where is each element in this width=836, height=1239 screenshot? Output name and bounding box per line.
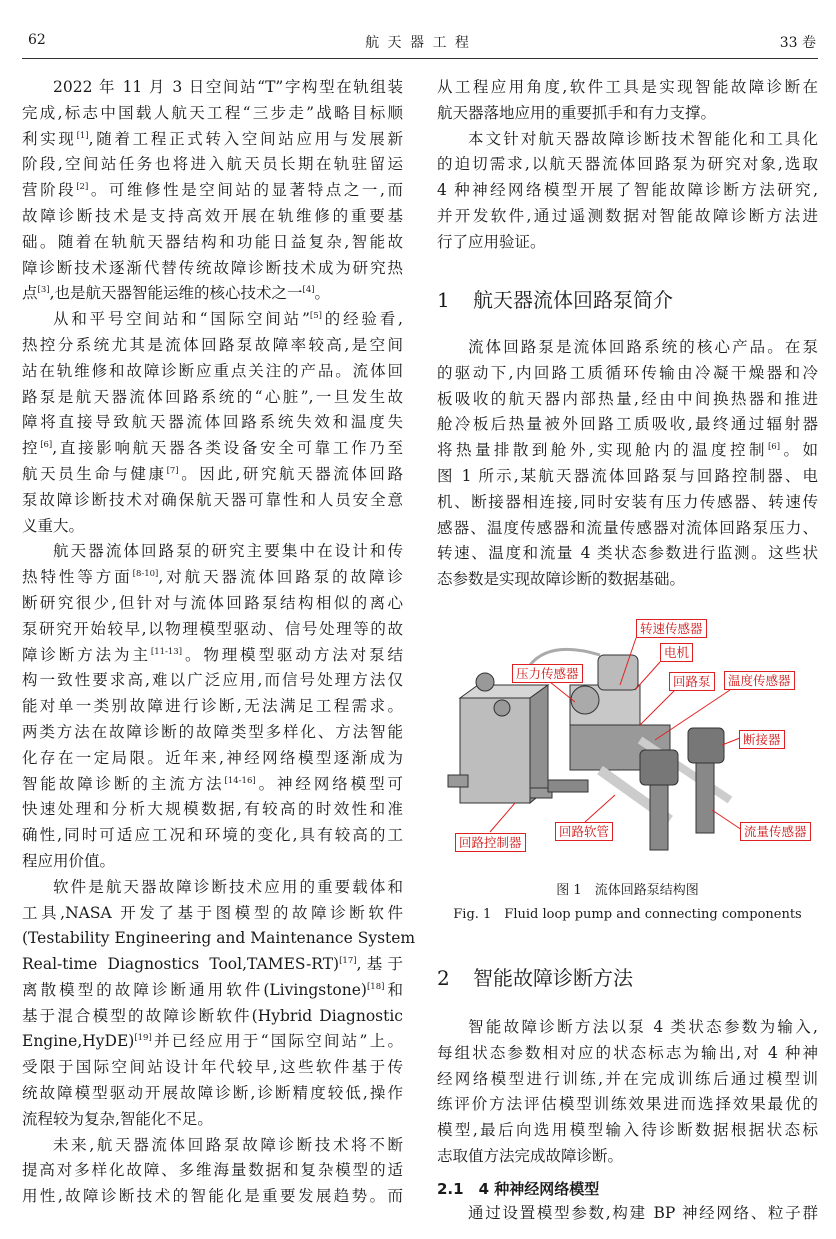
text-segment: 板吸收的航天器内部热量,经由中间换热器和推进 <box>437 389 818 408</box>
section-number: 2 <box>437 966 450 990</box>
label-hose: 回路软管 <box>555 822 613 841</box>
text-segment: 快速处理和分析大规模数据,有较高的时效性和准 <box>22 800 403 819</box>
citation-ref: [8-10] <box>132 569 159 580</box>
text-segment: 完成,标志中国载人航天工程“三步走”战略目标顺 <box>22 103 403 122</box>
text-segment: 每组状态参数相对应的状态标志为输出,对 4 种神 <box>437 1043 818 1062</box>
text-segment: ,直接影响航天器各类设备安全可靠工作乃至 <box>52 439 403 458</box>
text-segment: 。物理模型驱动方法对泵结 <box>182 645 403 664</box>
text-line <box>22 488 403 514</box>
text-segment: 能对单一类别故障进行诊断,无法满足工程需求。 <box>22 697 403 716</box>
text-line <box>22 1055 403 1081</box>
text-line <box>22 901 403 927</box>
text-segment: 断研究很少,但针对与流体回路泵结构相似的离心 <box>22 593 403 612</box>
text-line <box>437 438 818 464</box>
text-segment: 的驱动下,内回路工质循环传输由冷凝干燥器和冷 <box>437 363 818 382</box>
volume: 33 卷 <box>779 35 816 51</box>
citation-ref: [4] <box>302 285 315 296</box>
text-line <box>437 1015 818 1041</box>
text-line <box>22 539 403 565</box>
text-line <box>22 591 403 617</box>
text-line <box>22 1029 403 1055</box>
text-segment: 用性,故障诊断技术的智能化是重要发展趋势。而 <box>22 1187 403 1206</box>
citation-ref: [2] <box>76 182 89 193</box>
text-segment: 泵研究开始较早,以物理模型驱动、信号处理等的故 <box>22 619 403 638</box>
text-line <box>437 567 818 593</box>
text-line <box>437 101 818 127</box>
citation-ref: [7] <box>166 465 179 476</box>
section-title: 智能故障诊断方法 <box>473 966 633 990</box>
text-segment: 障将直接导致航天器流体回路系统失效和温度失 <box>22 413 403 432</box>
text-line <box>22 333 403 359</box>
text-line <box>437 204 818 230</box>
text-segment: 将热量排散到舱外,实现舱内的温度控制 <box>437 441 768 460</box>
text-line <box>437 412 818 438</box>
text-segment: 行了应用验证。 <box>437 232 546 251</box>
text-segment: 航天器落地应用的重要抓手和有力支撑。 <box>437 103 717 122</box>
citation-ref: [11-13] <box>150 646 183 657</box>
text-line <box>22 127 403 153</box>
text-line <box>437 1067 818 1093</box>
text-segment: 离散模型的故障诊断通用软件(Livingstone) <box>22 980 367 999</box>
text-segment: 练评价方法评估模型训练效果进而选择效果最优的 <box>437 1095 818 1114</box>
text-line <box>437 75 818 101</box>
figure-caption-en: Fig. 1 Fluid loop pump and connecting components <box>453 907 802 922</box>
text-line <box>22 978 403 1004</box>
text-line <box>22 230 403 256</box>
citation-ref: [18] <box>366 981 385 992</box>
figure-caption-cn: 图 1 流体回路泵结构图 <box>556 883 699 898</box>
text-segment: 泵故障诊断技术对确保航天器可靠性和人员安全意 <box>22 490 403 509</box>
text-line <box>437 335 818 361</box>
text-segment: 流体回路泵是流体回路系统的核心产品。在泵 <box>468 338 818 356</box>
text-line <box>22 410 403 436</box>
citation-ref: [3] <box>37 285 50 296</box>
text-line <box>22 694 403 720</box>
text-line <box>437 152 818 178</box>
text-segment: 提高对多样化故障、多维海量数据和复杂模型的适 <box>22 1161 403 1180</box>
text-line <box>22 281 403 307</box>
text-segment: Engine,HyDE) <box>22 1032 135 1051</box>
text-line <box>22 849 403 875</box>
text-line <box>22 1081 403 1107</box>
text-line <box>22 875 403 901</box>
subsection-2-1-heading: 2.1 4 种神经网络模型 <box>437 1180 600 1198</box>
label-flow-sensor: 流量传感器 <box>740 822 811 841</box>
text-segment: 化存在一定局限。近年来,神经网络模型逐渐成为 <box>22 748 403 767</box>
label-speed-sensor: 转速传感器 <box>636 619 707 638</box>
journal-title: 航 天 器 工 程 <box>365 35 471 51</box>
text-segment: 路泵是航天器流体回路系统的“心脏”,一旦发生故 <box>22 387 403 406</box>
text-segment: 的迫切需求,以航天器流体回路泵为研究对象,选取 <box>437 155 818 174</box>
text-segment: 图 1 所示,某航天器流体回路泵与回路控制器、电 <box>437 466 818 485</box>
text-segment: 热特性等方面 <box>22 568 133 587</box>
text-line <box>22 797 403 823</box>
text-segment: 航天员生命与健康 <box>22 464 167 483</box>
text-segment: ,对航天器流体回路泵的故障诊 <box>158 568 403 587</box>
label-connector: 断接器 <box>739 730 785 749</box>
text-segment: 受限于国际空间站设计年代较早,这些软件基于传 <box>22 1058 403 1077</box>
text-line <box>22 359 403 385</box>
text-line <box>437 178 818 204</box>
text-segment: 软件是航天器故障诊断技术应用的重要载体和 <box>53 877 403 896</box>
text-segment: 。如 <box>780 441 818 460</box>
text-line <box>22 1004 403 1030</box>
text-segment: 转速、温度和流量 4 类状态参数进行监测。这些状 <box>437 544 818 563</box>
text-segment: 热控分系统尤其是流体回路泵故障率较高,是空间 <box>22 335 403 354</box>
text-line <box>437 541 818 567</box>
text-segment: 统故障模型驱动开展故障诊断,诊断精度较低,操作 <box>22 1084 403 1103</box>
section-number: 1 <box>437 288 450 312</box>
label-controller: 回路控制器 <box>455 833 526 852</box>
text-segment: 障诊断技术逐渐代替传统故障诊断技术成为研究热 <box>22 258 403 277</box>
text-segment: 从工程应用角度,软件工具是实现智能故障诊断在 <box>437 78 818 96</box>
text-segment: (Testability Engineering and Maintenance System <box>22 929 416 948</box>
text-line <box>22 178 403 204</box>
citation-ref: [17] <box>339 956 357 967</box>
text-segment: 控 <box>22 439 41 458</box>
text-segment: 模型,最后向选用模型输入待诊断数据根据状态标 <box>437 1121 818 1140</box>
text-segment: 态参数是实现故障诊断的数据基础。 <box>437 570 686 589</box>
text-segment: 站在轨维修和故障诊断应重点关注的产品。流体回 <box>22 361 403 380</box>
text-line <box>22 668 403 694</box>
text-line <box>22 772 403 798</box>
section-title: 航天器流体回路泵简介 <box>473 288 673 312</box>
text-segment: 并开发软件,通过遥测数据对智能故障诊断方法进 <box>437 206 818 225</box>
text-segment: 故障诊断技术是支持高效开展在轨维修的重要基 <box>22 206 403 225</box>
citation-ref: [1] <box>76 130 89 141</box>
text-line <box>437 1041 818 1067</box>
text-segment: Real-time Diagnostics Tool,TAMES-RT) <box>22 955 340 974</box>
text-line <box>437 361 818 387</box>
citation-ref: [14-16] <box>224 775 256 786</box>
text-segment: 航天器流体回路泵的研究主要集中在设计和传 <box>53 542 403 561</box>
text-line <box>22 385 403 411</box>
text-segment: 并已经应用于“国际空间站”上。 <box>151 1032 403 1051</box>
text-line <box>22 643 403 669</box>
text-line <box>22 746 403 772</box>
label-motor: 电机 <box>660 643 693 662</box>
text-segment: 通过设置模型参数,构建 BP 神经网络、粒子群 <box>468 1204 818 1222</box>
text-segment: 感器、温度传感器和流量传感器对流体回路泵压力、 <box>437 518 818 537</box>
text-line <box>22 565 403 591</box>
text-segment: 流程较为复杂,智能化不足。 <box>22 1109 213 1128</box>
text-line <box>22 720 403 746</box>
text-segment: 利实现 <box>22 129 77 148</box>
text-line <box>22 75 403 101</box>
text-line <box>22 436 403 462</box>
text-line <box>437 1144 818 1170</box>
text-line <box>437 1201 818 1227</box>
text-line <box>22 204 403 230</box>
text-line <box>437 1118 818 1144</box>
text-segment: 构一致性要求高,难以广泛应用,而信号处理方法仅 <box>22 671 403 690</box>
header-rule <box>22 58 818 59</box>
text-line <box>22 256 403 282</box>
text-segment: 智能故障诊断的主流方法 <box>22 774 225 793</box>
text-segment: 智能故障诊断方法以泵 4 类状态参数为输入, <box>468 1018 818 1036</box>
text-line <box>22 152 403 178</box>
text-segment: 基于混合模型的故障诊断软件(Hybrid Diagnostic <box>22 1006 403 1025</box>
citation-ref: [6] <box>40 440 53 451</box>
text-segment: 志取值方法完成故障诊断。 <box>437 1146 624 1165</box>
text-segment: ,随着工程正式转入空间站应用与发展新 <box>88 129 403 148</box>
citation-ref: [6] <box>767 442 781 453</box>
text-line <box>22 307 403 333</box>
text-segment: 。神经网络模型可 <box>255 774 403 793</box>
text-segment: 未来,航天器流体回路泵故障诊断技术将不断 <box>53 1135 403 1154</box>
text-line <box>22 1107 403 1133</box>
right-intro <box>437 75 818 256</box>
text-segment: 4 种神经网络模型开展了智能故障诊断方法研究, <box>437 181 818 200</box>
text-segment: 两类方法在故障诊断的故障类型多样化、方法智能 <box>22 722 403 741</box>
text-line <box>22 617 403 643</box>
text-segment: 。因此,研究航天器流体回路 <box>178 464 403 483</box>
text-segment: 营阶段 <box>22 181 77 200</box>
controller-box <box>448 673 552 803</box>
text-segment: 和 <box>384 980 403 999</box>
text-line <box>22 1158 403 1184</box>
text-line <box>437 387 818 413</box>
text-segment: 经网络模型进行训练,并在完成训练后通过模型训 <box>437 1069 818 1088</box>
text-segment: 机、断接器相连接,同时安装有压力传感器、转速传 <box>437 492 818 511</box>
label-temp-sensor: 温度传感器 <box>724 671 795 690</box>
text-segment: ,也是航天器智能运维的核心技术之一 <box>49 284 303 303</box>
text-line <box>22 514 403 540</box>
text-segment: 点 <box>22 284 38 303</box>
text-line <box>22 1133 403 1159</box>
text-line <box>437 1092 818 1118</box>
left-column <box>22 75 416 1210</box>
label-loop-pump: 回路泵 <box>669 672 715 691</box>
citation-ref: [5] <box>309 311 322 322</box>
section-2-heading <box>437 962 633 991</box>
text-line <box>437 516 818 542</box>
text-segment: 的经验看, <box>321 310 403 329</box>
text-segment: 舱冷板后热量被外回路工质吸收,最终通过辐射器 <box>437 415 818 434</box>
text-line <box>22 101 403 127</box>
text-line <box>22 462 403 488</box>
label-pressure-sensor: 压力传感器 <box>512 664 583 683</box>
text-line <box>22 823 403 849</box>
text-segment: 确性,同时可适应工况和环境的变化,具有较高的工 <box>22 826 403 845</box>
citation-ref: [19] <box>134 1033 152 1044</box>
text-segment: 程应用价值。 <box>22 851 116 870</box>
text-line <box>22 926 416 952</box>
figure-1 <box>430 610 830 860</box>
text-segment: 础。随着在轨航天器结构和功能日益复杂,智能故 <box>22 232 403 251</box>
text-segment: 工具,NASA 开发了基于图模型的故障诊断软件 <box>22 903 403 922</box>
text-line <box>22 952 403 978</box>
text-segment: 2022 年 11 月 3 日空间站“T”字构型在轨组装 <box>53 78 403 96</box>
subsection-2-1-body <box>437 1201 818 1227</box>
page-number: 62 <box>28 32 46 48</box>
text-line <box>437 490 818 516</box>
section-1-heading <box>437 284 673 313</box>
text-segment: 义重大。 <box>22 516 85 535</box>
section-1-body <box>437 335 818 593</box>
text-segment: 本文针对航天器故障诊断技术智能化和工具化 <box>468 129 818 148</box>
text-segment: 从和平号空间站和“国际空间站” <box>53 310 310 329</box>
text-line <box>437 127 818 153</box>
text-segment: 阶段,空间站任务也将进入航天员长期在轨驻留运 <box>22 155 403 174</box>
section-2-body <box>437 1015 818 1170</box>
text-line <box>22 1184 403 1210</box>
text-segment: 。可维修性是空间站的显著特点之一,而 <box>88 181 403 200</box>
text-segment: 。 <box>314 284 331 303</box>
text-line <box>437 230 818 256</box>
text-segment: ,基于 <box>356 955 403 974</box>
text-line <box>437 464 818 490</box>
text-segment: 障诊断方法为主 <box>22 645 151 664</box>
